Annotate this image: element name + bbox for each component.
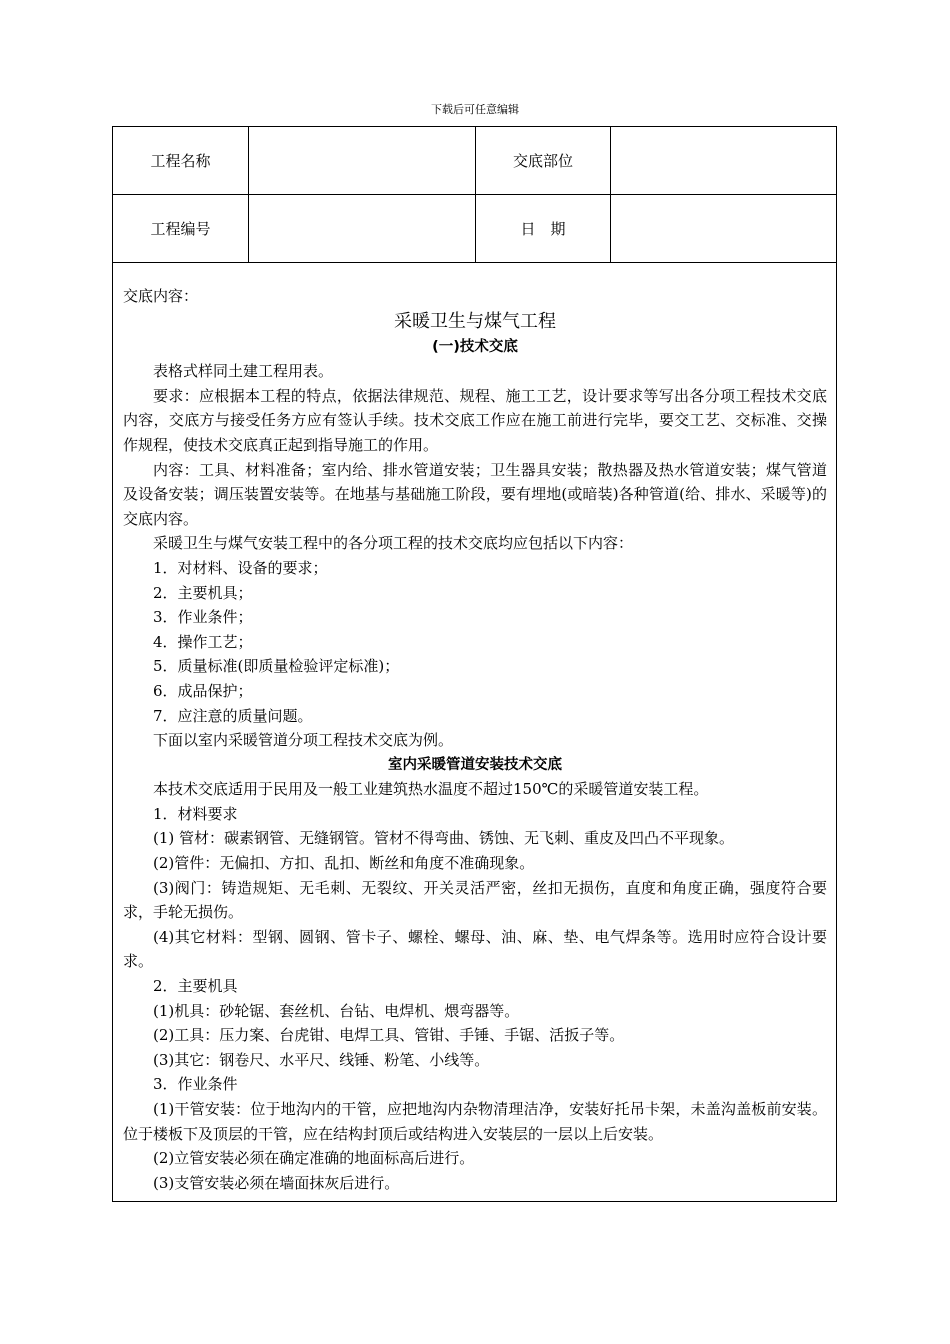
document-subtitle: (一)技术交底 <box>432 338 518 355</box>
project-no-field[interactable] <box>249 195 476 262</box>
heading-conditions: 3．作业条件 <box>153 1075 238 1094</box>
content-label: 交底内容： <box>123 287 199 305</box>
heading-tools: 2．主要机具 <box>153 977 238 996</box>
download-note: 下载后可任意编辑 <box>431 103 519 116</box>
paragraph-contents: 内容：工具、材料准备；室内给、排水管道安装；卫生器具安装；散热器及热水管道安装；煤气管道及设备安装；调压装置安装等。在地基与基础施工阶段，要有埋地(或暗装)各种管道(给、排水、采暖等)的交底内容。 <box>123 460 827 528</box>
section-title: 室内采暖管道安装技术交底 <box>388 756 562 773</box>
list-item: 4．操作工艺； <box>153 632 253 651</box>
date-label: 日 期 <box>476 195 611 262</box>
tool-item: (3)其它：钢卷尺、水平尺、线锤、粉笔、小线等。 <box>153 1050 490 1069</box>
material-item: (3)阀门：铸造规矩、无毛刺、无裂纹、开关灵活严密，丝扣无损伤，直度和角度正确，强度符合要求，手轮无损伤。 <box>123 878 827 922</box>
project-name-label: 工程名称 <box>113 127 249 194</box>
document-title: 采暖卫生与煤气工程 <box>394 310 556 332</box>
list-item: 5．质量标准(即质量检验评定标准)； <box>153 657 400 676</box>
form-row-2 <box>113 195 836 263</box>
condition-item: (2)立管安装必须在确定准确的地面标高后进行。 <box>153 1149 475 1168</box>
project-name-field[interactable] <box>249 127 476 194</box>
list-item: 7．应注意的质量问题。 <box>153 706 313 725</box>
list-item: 2．主要机具； <box>153 583 253 602</box>
tool-item: (1)机具：砂轮锯、套丝机、台钻、电焊机、煨弯器等。 <box>153 1001 520 1020</box>
handover-content <box>123 284 827 1195</box>
list-item: 1．对材料、设备的要求； <box>153 558 328 577</box>
handover-part-field[interactable] <box>611 127 836 194</box>
project-no-label: 工程编号 <box>113 195 249 262</box>
list-item: 3．作业条件； <box>153 608 253 627</box>
paragraph-scope: 采暖卫生与煤气安装工程中的各分项工程的技术交底均应包括以下内容： <box>153 534 634 553</box>
condition-item: (1)干管安装：位于地沟内的干管，应把地沟内杂物清理洁净，安装好托吊卡架，未盖沟盖板前安装。位于楼板下及顶层的干管，应在结构封顶后或结构进入安装层的一层以上后安装。 <box>123 1100 827 1143</box>
material-item: (4)其它材料：型钢、圆钢、管卡子、螺栓、螺母、油、麻、垫、电气焊条等。选用时应符合设计要求。 <box>123 927 827 971</box>
material-item: (2)管件：无偏扣、方扣、乱扣、断丝和角度不准确现象。 <box>153 854 535 873</box>
form-row-1 <box>113 127 836 195</box>
paragraph-applicability: 本技术交底适用于民用及一般工业建筑热水温度不超过150℃的采暖管道安装工程。 <box>153 780 709 799</box>
handover-form <box>112 126 837 1202</box>
tool-item: (2)工具：压力案、台虎钳、电焊工具、管钳、手锤、手锯、活扳子等。 <box>153 1026 625 1045</box>
handover-part-label: 交底部位 <box>476 127 611 194</box>
paragraph-requirements: 要求：应根据本工程的特点，依据法律规范、规程、施工工艺，设计要求等写出各分项工程技术交底内容，交底方与接受任务方应有签认手续。技术交底工作应在施工前进行完毕，要交工艺、交标准、交操作规程，使技术交底真正起到指导施工的作用。 <box>123 386 827 454</box>
material-item: (1) 管材：碳素钢管、无缝钢管。管材不得弯曲、锈蚀、无飞刺、重皮及凹凸不平现象。 <box>153 829 735 848</box>
date-field[interactable] <box>611 195 836 262</box>
paragraph-example: 下面以室内采暖管道分项工程技术交底为例。 <box>153 731 454 750</box>
heading-materials: 1．材料要求 <box>153 804 238 823</box>
list-item: 6．成品保护； <box>153 681 253 700</box>
paragraph-form-style: 表格式样同土建工程用表。 <box>153 362 334 381</box>
condition-item: (3)支管安装必须在墙面抹灰后进行。 <box>153 1173 400 1192</box>
